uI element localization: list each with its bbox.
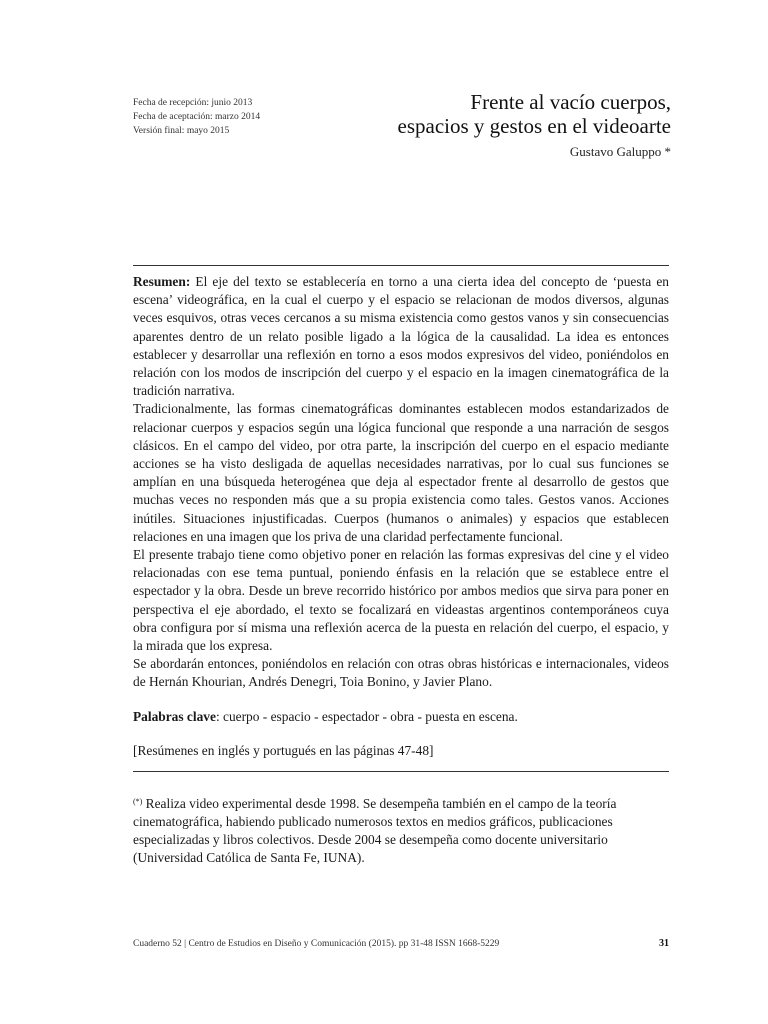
abstract-paragraph-2: Tradicionalmente, las formas cinematográficas dominantes establecen modos estandarizados de relacionar cuerpos y espacios según una lógica funcional que responde a una narración de sesgos clásicos. En el campo del video, por otra parte, la inscripción del cuerpo en el espacio mediante acciones se ha visto desligada de aquellas necesidades narrativas, por lo cual sus funciones se amplían en una búsqueda heterogénea que deja al espectador frente al desarrollo de gestos que muchas veces no responden más que a su propia existencia como tales. Gestos vanos. Acciones inútiles. Situaciones injustificadas. Cuerpos (humanos o animales) y espacios que establecen relaciones en una imagen que los priva de una claridad perfectamente funcional. xyxy=(133,401,669,544)
keywords xyxy=(133,708,669,726)
footnote-marker: (*) xyxy=(133,797,143,806)
submission-dates xyxy=(133,96,260,138)
summaries-note: [Resúmenes en inglés y portugués en las páginas 47-48] xyxy=(133,743,434,758)
page-footer xyxy=(133,938,669,949)
abstract-paragraph-1 xyxy=(133,273,669,400)
footer-citation: Cuaderno 52 | Centro de Estudios en Diseño y Comunicación (2015). pp 31-48 ISSN 1668-5229 xyxy=(133,939,500,949)
article-title xyxy=(291,90,671,138)
date-final: Versión final: mayo 2015 xyxy=(133,126,230,136)
date-accepted: Fecha de aceptación: marzo 2014 xyxy=(133,112,261,122)
abstract-label: Resumen: xyxy=(133,274,191,289)
bottom-divider xyxy=(133,771,669,772)
title-line-1: Frente al vacío cuerpos, xyxy=(470,90,671,114)
author-footnote xyxy=(133,795,669,867)
abstract-paragraph-4: Se abordarán entonces, poniéndolos en relación con otras obras históricas e internacionales, videos de Hernán Khourian, Andrés Denegri, Toia Bonino, y Javier Plano. xyxy=(133,656,669,690)
date-received: Fecha de recepción: junio 2013 xyxy=(133,98,253,108)
abstract xyxy=(133,273,669,692)
title-block xyxy=(291,90,671,160)
author-name: Gustavo Galuppo * xyxy=(569,144,671,159)
keywords-label: Palabras clave xyxy=(133,709,216,724)
title-line-2: espacios y gestos en el videoarte xyxy=(397,114,671,138)
keywords-text: : cuerpo - espacio - espectador - obra - puesta en escena. xyxy=(215,709,518,724)
abstract-paragraph-3: El presente trabajo tiene como objetivo poner en relación las formas expresivas del cine y el video relacionadas con ese tema puntual, poniendo énfasis en la relación que se establece entre el espectador y la obra. Desde un breve recorrido histórico por ambos medios que sirva para poner en perspectiva el eje abordado, el texto se focalizará en videastas argentinos contemporáneos cuya obra configura por sí misma una reflexión acerca de la puesta en relación del cuerpo, el espacio, y la mirada que los expresa. xyxy=(133,547,669,654)
abstract-p1-text: El eje del texto se establecería en torno a una cierta idea del concepto de ‘puesta en escena’ videográfica, en la cual el cuerpo y el espacio se relacionan de modos diversos, algunas veces esquivos, otras veces cercanos a su misma existencia como gestos vanos y sin consecuencias aparentes dentro de un relato posible ligado a la lógica de la causalidad. La idea es entonces establecer y desarrollar una reflexión en torno a esos modos expresivos del video, poniéndolos en relación con los modos de inscripción del cuerpo y el espacio en la imagen cinematográfica de la tradición narrativa. xyxy=(133,274,669,399)
footnote-text: Realiza video experimental desde 1998. Se desempeña también en el campo de la teoría cinematográfica, habiendo publicado numerosos textos en medios gráficos, publicaciones especializadas y libros colectivos. Desde 2004 se desempeña como docente universitario (Universidad Católica de Santa Fe, IUNA). xyxy=(133,796,617,865)
top-divider xyxy=(133,265,669,266)
page-number: 31 xyxy=(659,938,669,949)
